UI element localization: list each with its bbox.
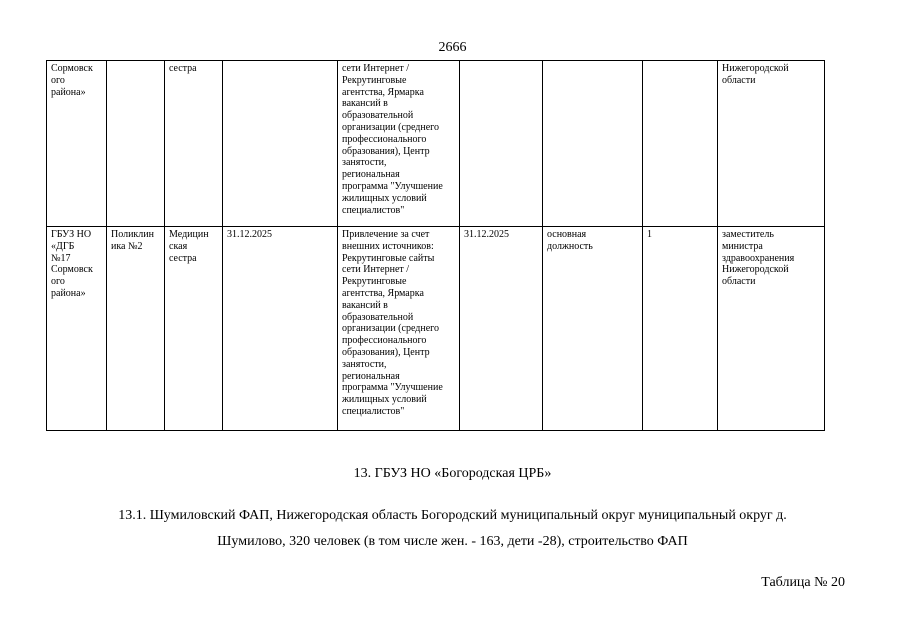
table-cell <box>165 227 223 431</box>
table-caption: Таблица № 20 <box>761 575 845 590</box>
cell-text-line: профессионального <box>342 335 427 347</box>
cell-text-line: региональная <box>342 169 400 181</box>
cell-text-line: образовательной <box>342 311 414 323</box>
cell-text-line: Поликлин <box>111 229 154 240</box>
cell-text-line: ика №2 <box>111 240 143 252</box>
table-cell <box>338 227 460 431</box>
cell-text-line: 1 <box>647 229 652 240</box>
cell-text-line: Рекрутинговые <box>342 74 407 86</box>
subsection-line-2: Шумилово, 320 человек (в том числе жен. - 163, дети -28), строительство ФАП <box>217 534 688 549</box>
table-cell <box>718 61 825 227</box>
cell-text-line: программа "Улучшение <box>342 180 443 192</box>
table-cell <box>47 227 107 431</box>
table-cell <box>223 227 338 431</box>
cell-text-line: образования), Центр <box>342 346 430 358</box>
table-cell <box>223 61 338 227</box>
cell-text-line: Медицин <box>169 229 209 240</box>
cell-text-line: сети Интернет / <box>342 264 410 276</box>
table-cell <box>47 61 107 227</box>
cell-text-line: сети Интернет / <box>342 63 410 74</box>
cell-text-line: внешних источников: <box>342 240 434 252</box>
cell-text-line: агентства, Ярмарка <box>342 287 424 299</box>
subsection-line-1: 13.1. Шумиловский ФАП, Нижегородская область Богородский муниципальный округ муниципальный округ д. <box>118 508 787 523</box>
cell-text-line: должность <box>547 240 593 252</box>
table-cell <box>107 227 165 431</box>
cell-text-line: ская <box>169 240 188 252</box>
cell-text-line: министра <box>722 240 763 252</box>
cell-text-line: образовательной <box>342 110 414 122</box>
cell-text-line: 31.12.2025 <box>464 229 509 240</box>
cell-text-line: 31.12.2025 <box>227 229 272 240</box>
cell-text-line: области <box>722 74 756 86</box>
page-number: 2666 <box>438 40 467 55</box>
cell-text-line: Привлечение за счет <box>342 229 430 240</box>
staffing-table <box>46 60 825 431</box>
cell-text-line: сестра <box>169 63 197 74</box>
cell-text-line: Рекрутинговые сайты <box>342 252 435 264</box>
table-cell <box>460 227 543 431</box>
cell-text-line: «ДГБ <box>51 240 75 252</box>
table-cell <box>460 61 543 227</box>
cell-text-line: ого <box>51 276 65 288</box>
cell-text-line: вакансий в <box>342 299 388 311</box>
cell-text-line: Рекрутинговые <box>342 276 407 288</box>
cell-text-line: сестра <box>169 252 197 264</box>
cell-text-line: образования), Центр <box>342 145 430 157</box>
cell-text-line: Нижегородской <box>722 264 789 276</box>
table-cell <box>718 227 825 431</box>
cell-text-line: занятости, <box>342 358 387 370</box>
cell-text-line: ого <box>51 74 65 86</box>
cell-text-line: района» <box>51 86 86 98</box>
cell-text-line: здравоохранения <box>722 252 795 264</box>
cell-text-line: Нижегородской <box>722 63 789 74</box>
cell-text-line: организации (среднего <box>342 323 439 335</box>
cell-text-line: вакансий в <box>342 98 388 110</box>
cell-text-line: специалистов" <box>342 204 405 216</box>
table-cell <box>543 61 643 227</box>
table-row <box>47 61 825 227</box>
cell-text-line: №17 <box>51 252 71 264</box>
table-cell <box>107 61 165 227</box>
cell-text-line: района» <box>51 287 86 299</box>
cell-text-line: жилищных условий <box>342 394 427 406</box>
cell-text-line: области <box>722 276 756 288</box>
cell-text-line: региональная <box>342 370 400 382</box>
cell-text-line: агентства, Ярмарка <box>342 86 424 98</box>
cell-text-line: Сормовск <box>51 264 93 276</box>
cell-text-line: жилищных условий <box>342 192 427 204</box>
cell-text-line: специалистов" <box>342 405 405 417</box>
cell-text-line: Сормовск <box>51 63 93 74</box>
cell-text-line: организации (среднего <box>342 121 439 133</box>
table-cell <box>643 61 718 227</box>
cell-text-line: заместитель <box>722 229 774 240</box>
cell-text-line: программа "Улучшение <box>342 382 443 394</box>
table-cell <box>165 61 223 227</box>
cell-text-line: занятости, <box>342 157 387 169</box>
table-cell <box>338 61 460 227</box>
table-cell <box>543 227 643 431</box>
cell-text-line: основная <box>547 229 587 240</box>
table-cell <box>643 227 718 431</box>
cell-text-line: ГБУЗ НО <box>51 229 92 240</box>
table-row <box>47 227 825 431</box>
section-heading: 13. ГБУЗ НО «Богородская ЦРБ» <box>353 466 552 481</box>
cell-text-line: профессионального <box>342 133 427 145</box>
